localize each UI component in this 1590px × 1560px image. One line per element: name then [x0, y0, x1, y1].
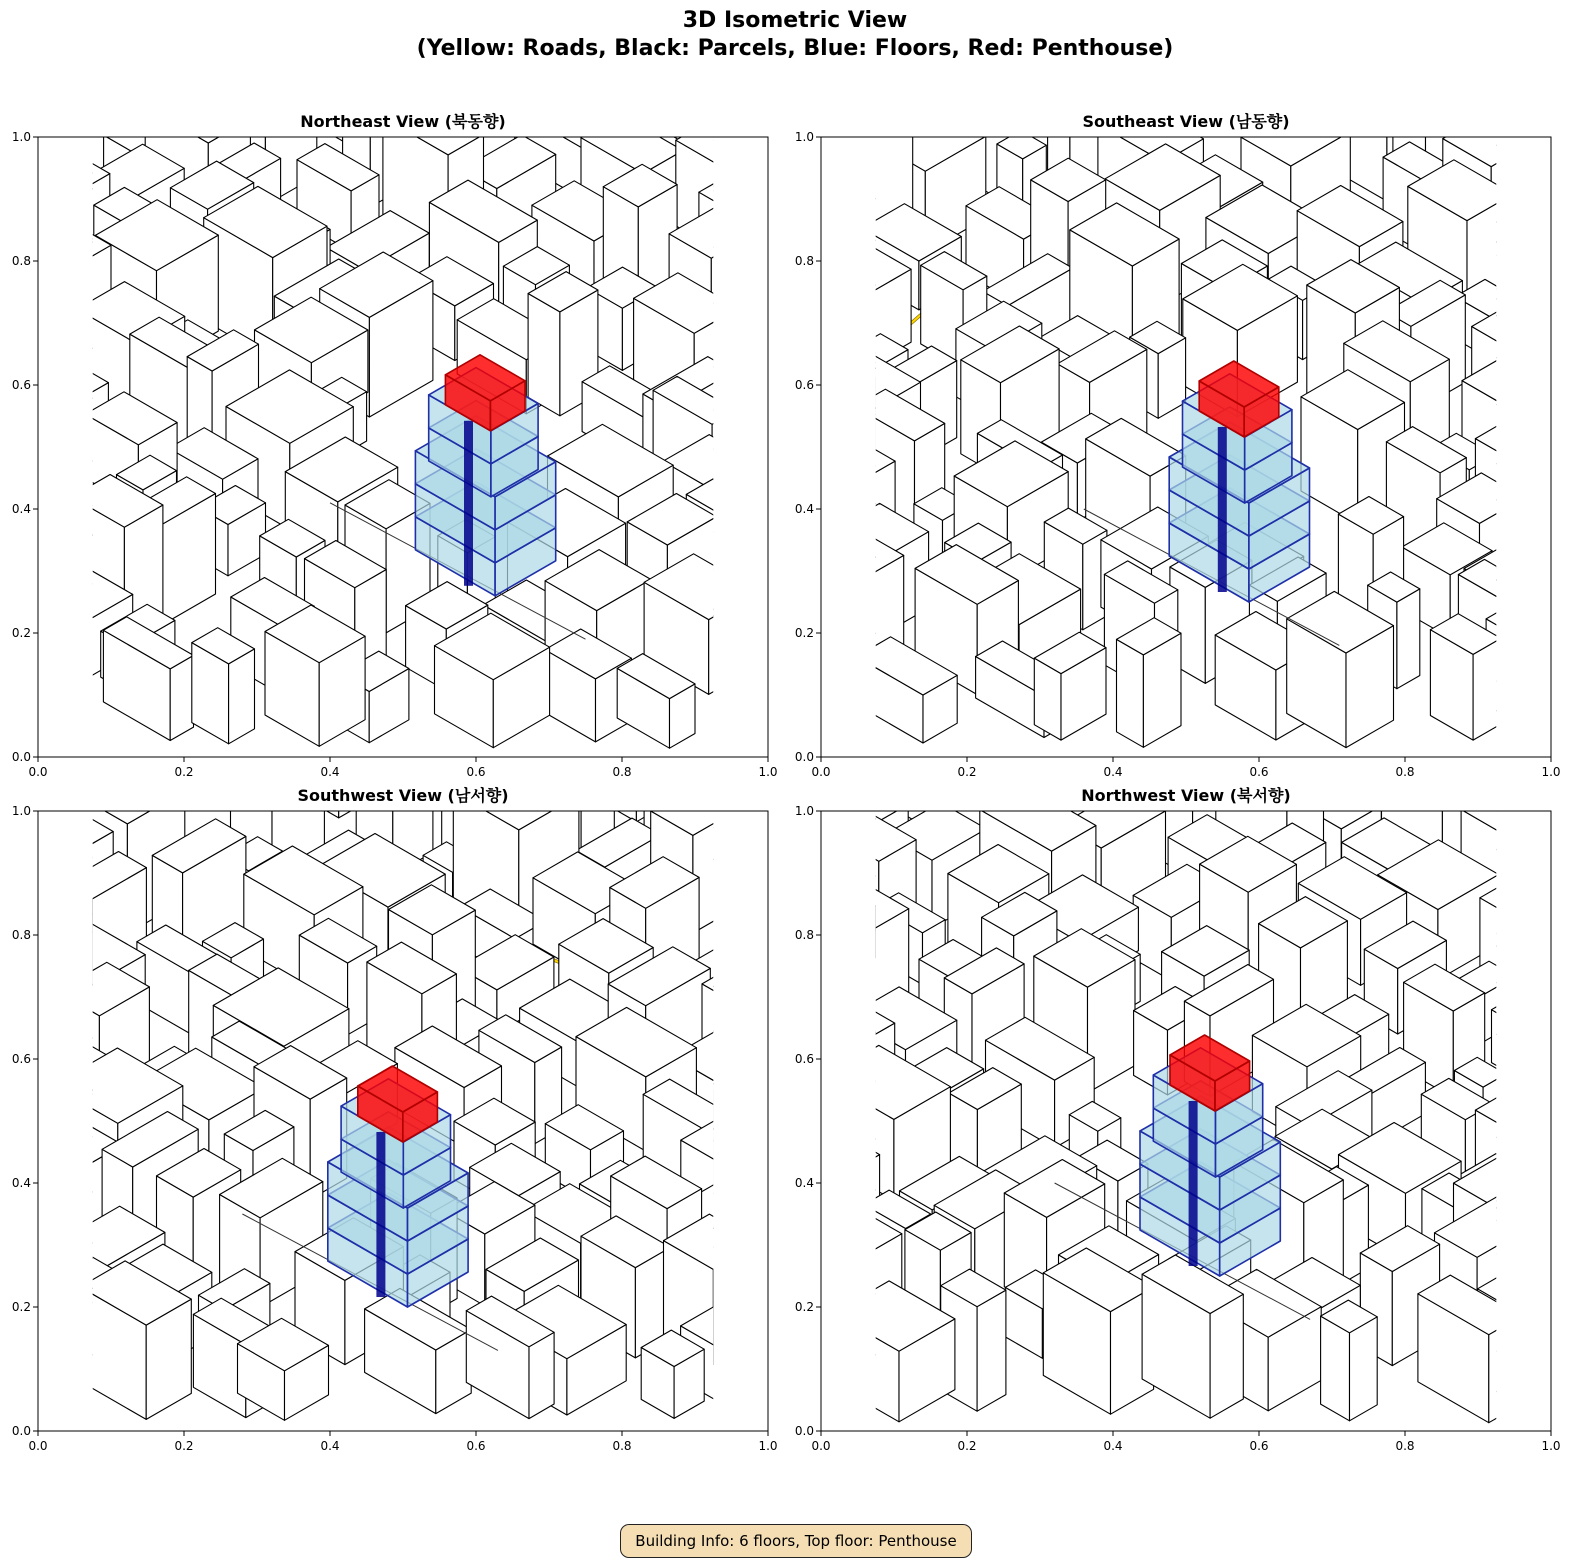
- parcel: [1342, 0, 1464, 146]
- parcel: [736, 871, 828, 985]
- x-tick-label: 0.6: [466, 765, 486, 779]
- x-tick-label: 0.6: [1249, 765, 1269, 779]
- parcel: [103, 617, 193, 741]
- y-tick-label: 1.0: [11, 804, 31, 818]
- figure-title-line2: (Yellow: Roads, Black: Parcels, Blue: Floors, Red: Penthouse): [416, 36, 1174, 61]
- core-column: [1218, 427, 1227, 592]
- parcel: [641, 1330, 704, 1418]
- parcel: [1430, 614, 1501, 740]
- building-info-box: [620, 1524, 972, 1558]
- x-tick-label: 0.0: [28, 1439, 48, 1453]
- x-tick-label: 0.4: [320, 1439, 340, 1453]
- parcel: [306, 28, 397, 154]
- parcel: [714, 404, 797, 523]
- y-tick-label: 0.2: [11, 1300, 31, 1314]
- x-tick-label: 1.0: [1541, 765, 1561, 779]
- scene-3: [0, 644, 831, 1420]
- core-column: [464, 421, 473, 586]
- building-info-text: Building Info: 6 floors, Top floor: Penthouse: [635, 1532, 957, 1550]
- parcel: [1508, 769, 1587, 882]
- y-tick-label: 0.8: [11, 254, 31, 268]
- x-tick-label: 0.2: [174, 765, 194, 779]
- y-tick-label: 0.6: [11, 1052, 31, 1066]
- x-tick-label: 0.4: [320, 765, 340, 779]
- x-tick-label: 1.0: [758, 1439, 778, 1453]
- panel-title: Northeast View (북동향): [300, 112, 506, 131]
- y-tick-label: 0.2: [794, 626, 814, 640]
- y-tick-label: 0.0: [794, 750, 814, 764]
- core-column: [376, 1132, 385, 1297]
- x-tick-label: 0.8: [1395, 1439, 1415, 1453]
- y-tick-label: 0.0: [11, 1424, 31, 1438]
- core-column: [1189, 1101, 1198, 1266]
- x-tick-label: 0.2: [174, 1439, 194, 1453]
- parcel: [192, 628, 255, 744]
- y-tick-label: 0.8: [11, 928, 31, 942]
- y-tick-label: 0.4: [11, 502, 31, 516]
- parcel: [1492, 979, 1590, 1092]
- scene-4: [778, 653, 1590, 1423]
- y-tick-label: 1.0: [794, 130, 814, 144]
- y-tick-label: 0.6: [794, 1052, 814, 1066]
- x-tick-label: 0.4: [1103, 1439, 1123, 1453]
- panel-2: [785, 0, 1590, 779]
- y-tick-label: 1.0: [794, 804, 814, 818]
- y-tick-label: 0.6: [794, 378, 814, 392]
- parcel: [1486, 592, 1590, 739]
- x-tick-label: 0.8: [1395, 765, 1415, 779]
- y-tick-label: 0.0: [794, 1424, 814, 1438]
- y-tick-label: 0.2: [794, 1300, 814, 1314]
- parcel: [1437, 28, 1547, 152]
- x-tick-label: 0.2: [957, 765, 977, 779]
- parcel: [726, 645, 823, 749]
- y-tick-label: 0.4: [11, 1176, 31, 1190]
- x-tick-label: 1.0: [1541, 1439, 1561, 1453]
- panel-title: Northwest View (북서향): [1081, 786, 1291, 805]
- y-tick-label: 1.0: [11, 130, 31, 144]
- parcel: [714, 1071, 773, 1203]
- parcel: [5, 11, 87, 146]
- figure-title-line1: 3D Isometric View: [682, 8, 908, 33]
- parcel: [719, 260, 805, 415]
- x-tick-label: 0.0: [28, 765, 48, 779]
- panel-3: [0, 644, 831, 1453]
- y-tick-label: 0.6: [11, 378, 31, 392]
- parcel: [399, 66, 463, 148]
- y-tick-label: 0.2: [11, 626, 31, 640]
- panel-1: [0, 0, 822, 779]
- y-tick-label: 0.8: [794, 928, 814, 942]
- parcel: [1117, 618, 1182, 748]
- x-tick-label: 0.8: [612, 1439, 632, 1453]
- panel-title: Southwest View (남서향): [297, 786, 509, 805]
- x-tick-label: 0.6: [1249, 1439, 1269, 1453]
- parcel: [88, 0, 214, 149]
- y-tick-label: 0.0: [11, 750, 31, 764]
- parcel: [201, 45, 292, 150]
- parcel: [721, 735, 831, 874]
- y-tick-label: 0.4: [794, 1176, 814, 1190]
- parcel: [1321, 1300, 1378, 1421]
- x-tick-label: 0.0: [811, 1439, 831, 1453]
- parcels-4: [778, 653, 1590, 1423]
- x-tick-label: 0.8: [612, 765, 632, 779]
- parcel: [1418, 1275, 1521, 1423]
- y-tick-label: 0.4: [794, 502, 814, 516]
- parcels-3: [0, 644, 831, 1420]
- x-tick-label: 0.4: [1103, 765, 1123, 779]
- x-tick-label: 0.6: [466, 1439, 486, 1453]
- target-building-2: [1169, 361, 1309, 602]
- panel-4: [778, 653, 1590, 1453]
- parcel: [1499, 66, 1590, 203]
- y-tick-label: 0.8: [794, 254, 814, 268]
- x-tick-label: 0.0: [811, 765, 831, 779]
- parcel: [791, 1138, 879, 1251]
- x-tick-label: 0.2: [957, 1439, 977, 1453]
- panel-title: Southeast View (남동향): [1082, 112, 1290, 131]
- x-tick-label: 1.0: [758, 765, 778, 779]
